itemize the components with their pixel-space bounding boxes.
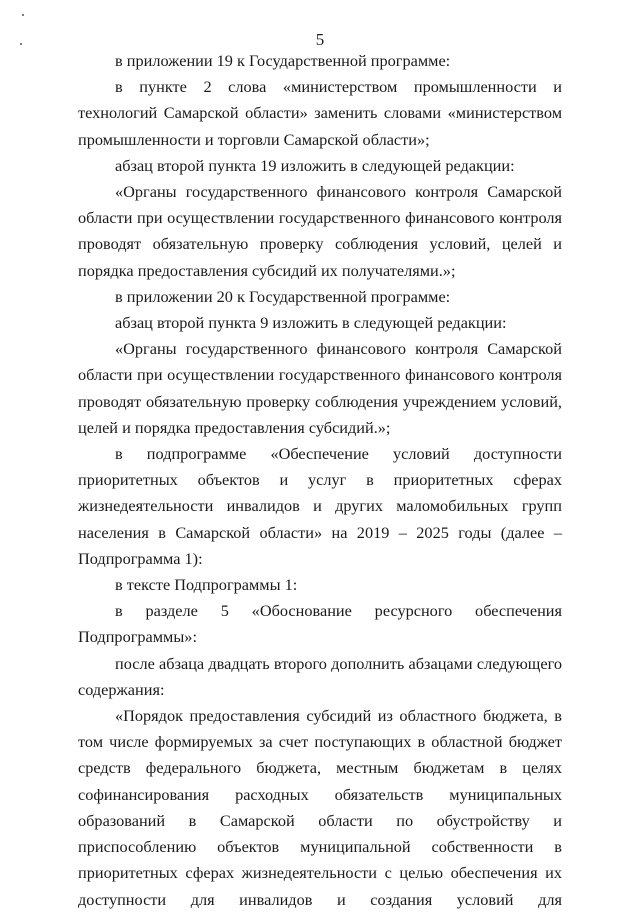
- paragraph: в приложении 20 к Государственной программе:: [115, 286, 451, 306]
- paragraph: в приложении 19 к Государственной программе:: [115, 51, 451, 70]
- paragraph: абзац второй пункта 19 изложить в следующей редакции:: [115, 155, 515, 175]
- paragraph: в тексте Подпрограммы 1:: [115, 575, 298, 595]
- paragraph: в разделе 5 «Обоснование ресурсного обеспечения Подпрограммы»:: [78, 601, 562, 647]
- paragraph: после абзаца двадцать второго дополнить абзацами следующего содержания:: [78, 653, 562, 699]
- paragraph: в пункте 2 слова «министерством промышленности и технологий Самарской области» заменить словами «министерством промышленности и торговли Самарской области»;: [78, 77, 562, 149]
- scan-speck: [22, 14, 24, 16]
- paragraph: «Органы государственного финансового контроля Самарской области при осуществлении государственного финансового контроля проводят обязательную проверку соблюдения учреждением условий, целей и порядка предоставления субсидий.»;: [78, 339, 562, 437]
- page-number: 5: [315, 30, 325, 49]
- paragraph: «Органы государственного финансового контроля Самарской области при осуществлении государственного финансового контроля проводят обязательную проверку соблюдения условий, целей и порядка предоставления субсидий их получателями.»;: [78, 182, 562, 280]
- paragraph: в подпрограмме «Обеспечение условий доступности приоритетных объектов и услуг в приоритетных сферах жизнедеятельности инвалидов и других маломобильных групп населения в Самарской области» на 2019 – 2025 годы (далее – Подпрограмма 1):: [78, 444, 562, 568]
- paragraph: абзац второй пункта 9 изложить в следующей редакции:: [115, 313, 507, 333]
- paragraph: «Порядок предоставления субсидий из областного бюджета, в том числе формируемых за счет поступающих в областной бюджет средств федерального бюджета, местным бюджетам в целях софинансирования расходных обязательств муниципальных образований в Самарской области по обустройству и приспособлению объектов муниципальной собственности в приоритетных сферах жизнедеятельности с целью обеспечения их доступности для инвалидов и создания условий для: [78, 706, 562, 909]
- document-body: [78, 48, 562, 913]
